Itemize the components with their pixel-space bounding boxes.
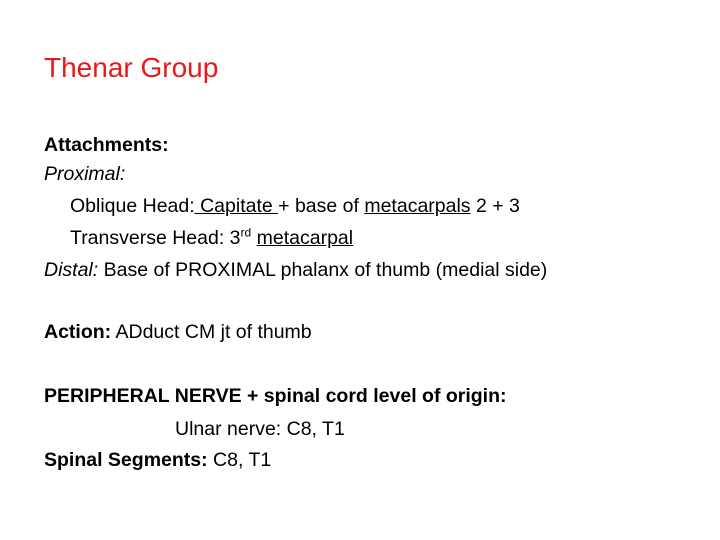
action-label: Action: <box>44 321 112 343</box>
oblique-head-line <box>70 194 520 218</box>
slide-title: Thenar Group <box>44 52 219 83</box>
action-text: ADduct CM jt of thumb <box>111 321 312 343</box>
ulnar-nerve-line <box>175 417 345 441</box>
distal-line <box>44 258 547 282</box>
transverse-head-prefix: Transverse Head: 3 <box>70 227 241 249</box>
oblique-head-middle: + base of <box>278 195 365 217</box>
transverse-head-line <box>70 226 353 250</box>
action-line <box>44 320 312 344</box>
distal-text: Base of PROXIMAL phalanx of thumb (medial side) <box>98 259 548 281</box>
spinal-segments-line <box>44 448 271 472</box>
capitate-term: Capitate <box>194 195 279 217</box>
attachments-heading <box>44 133 169 157</box>
metacarpal-term: metacarpal <box>256 227 354 249</box>
ordinal-suffix: rd <box>240 225 252 240</box>
proximal-line <box>44 162 125 186</box>
distal-label: Distal: <box>44 259 99 281</box>
oblique-head-suffix: 2 + 3 <box>470 195 520 217</box>
ulnar-nerve-text: Ulnar nerve: C8, T1 <box>175 418 345 440</box>
nerve-heading-text: PERIPHERAL NERVE + spinal cord level of origin: <box>44 385 507 407</box>
proximal-label: Proximal: <box>44 163 126 185</box>
metacarpals-term: metacarpals <box>364 195 471 217</box>
spinal-segments-label: Spinal Segments: <box>44 449 208 471</box>
nerve-heading <box>44 384 507 408</box>
attachments-label: Attachments: <box>44 134 169 156</box>
spinal-segments-text: C8, T1 <box>207 449 272 471</box>
oblique-head-prefix: Oblique Head: <box>70 195 195 217</box>
